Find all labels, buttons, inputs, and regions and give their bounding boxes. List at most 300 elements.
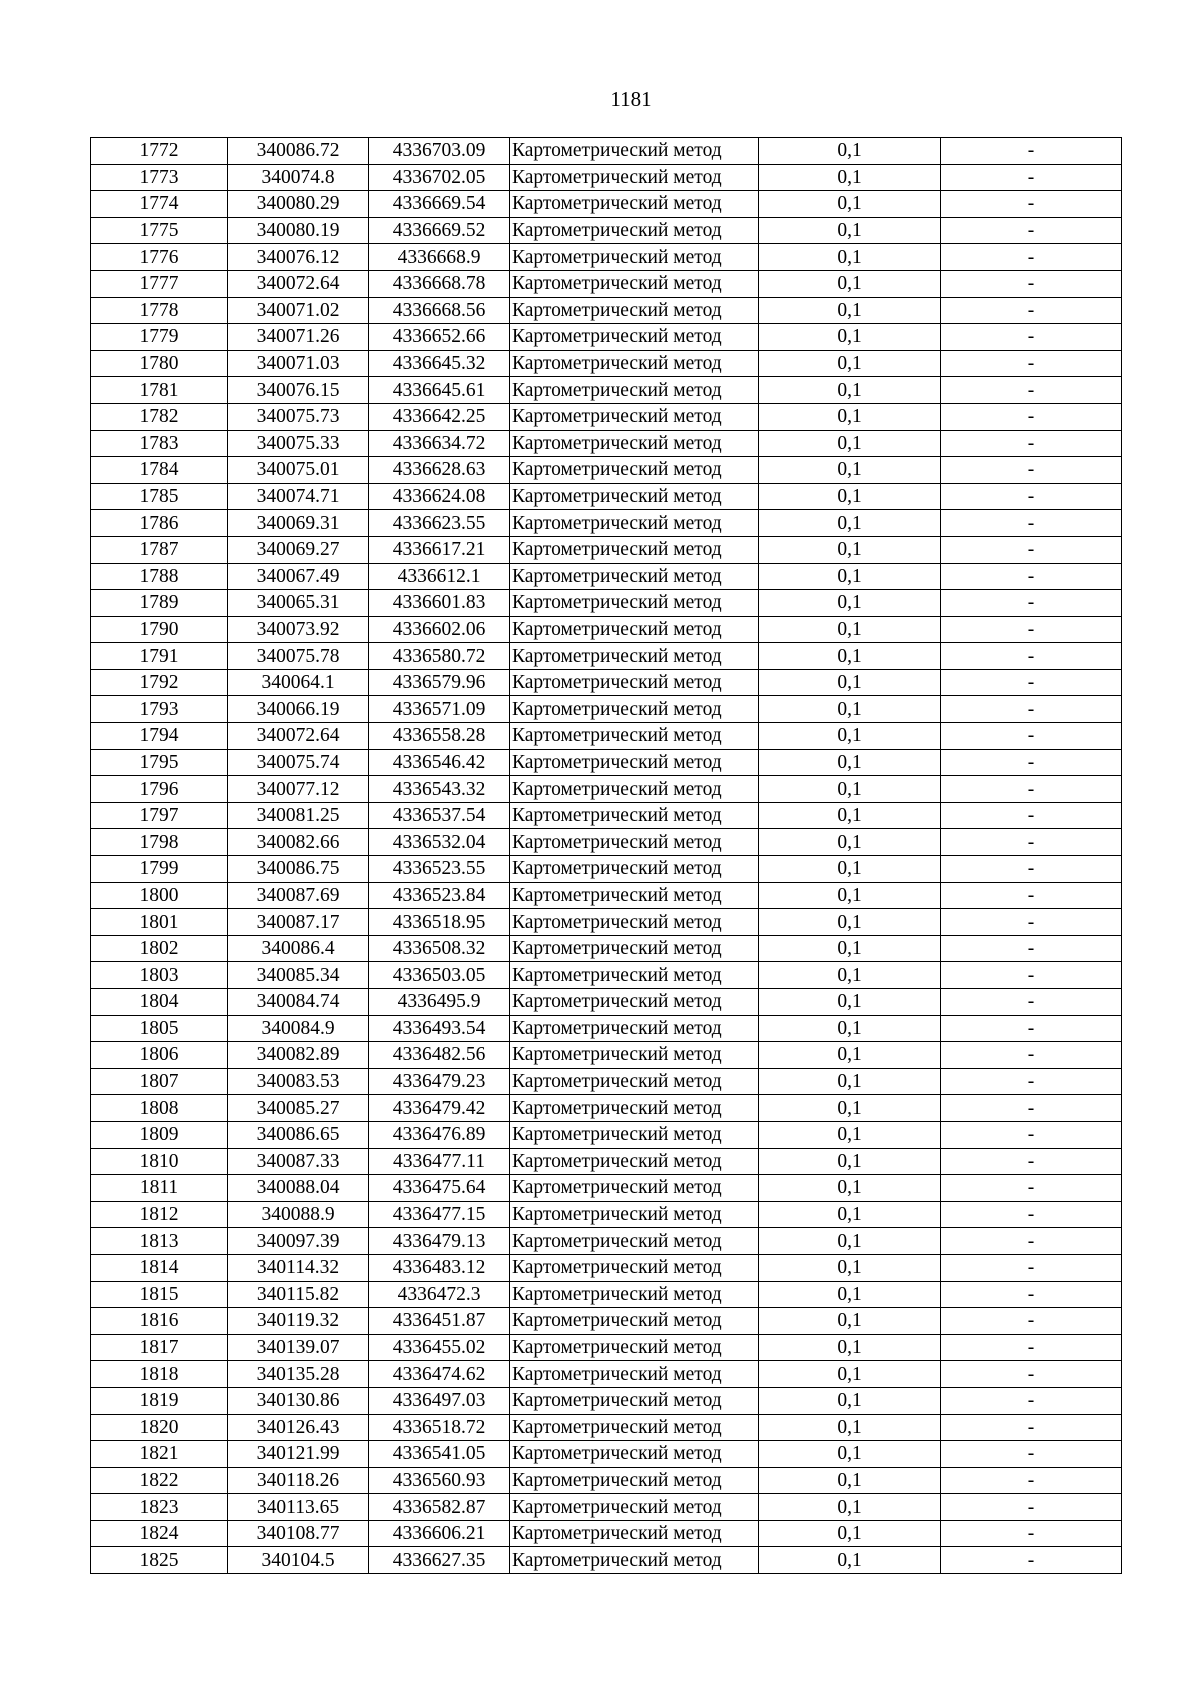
accuracy-cell: 0,1	[759, 1015, 941, 1042]
accuracy-cell: 0,1	[759, 1281, 941, 1308]
note-cell: -	[941, 377, 1122, 404]
table-row	[91, 1042, 1122, 1069]
x-coordinate-cell: 340108.77	[228, 1520, 369, 1547]
method-cell: Картометрический метод	[510, 696, 759, 723]
method-cell: Картометрический метод	[510, 536, 759, 563]
accuracy-cell: 0,1	[759, 1334, 941, 1361]
table-row	[91, 1494, 1122, 1521]
accuracy-cell: 0,1	[759, 669, 941, 696]
method-cell: Картометрический метод	[510, 1387, 759, 1414]
point-number-cell: 1786	[91, 510, 228, 537]
method-cell: Картометрический метод	[510, 723, 759, 750]
accuracy-cell: 0,1	[759, 483, 941, 510]
point-number-cell: 1806	[91, 1042, 228, 1069]
x-coordinate-cell: 340072.64	[228, 723, 369, 750]
accuracy-cell: 0,1	[759, 1467, 941, 1494]
table-row	[91, 749, 1122, 776]
y-coordinate-cell: 4336476.89	[369, 1121, 510, 1148]
method-cell: Картометрический метод	[510, 563, 759, 590]
y-coordinate-cell: 4336455.02	[369, 1334, 510, 1361]
x-coordinate-cell: 340088.04	[228, 1175, 369, 1202]
coordinates-table-body	[91, 138, 1122, 1574]
y-coordinate-cell: 4336558.28	[369, 723, 510, 750]
y-coordinate-cell: 4336479.23	[369, 1068, 510, 1095]
x-coordinate-cell: 340077.12	[228, 776, 369, 803]
method-cell: Картометрический метод	[510, 270, 759, 297]
note-cell: -	[941, 1175, 1122, 1202]
note-cell: -	[941, 1334, 1122, 1361]
method-cell: Картометрический метод	[510, 856, 759, 883]
accuracy-cell: 0,1	[759, 1494, 941, 1521]
table-row	[91, 1520, 1122, 1547]
y-coordinate-cell: 4336483.12	[369, 1254, 510, 1281]
table-row	[91, 723, 1122, 750]
accuracy-cell: 0,1	[759, 297, 941, 324]
accuracy-cell: 0,1	[759, 217, 941, 244]
accuracy-cell: 0,1	[759, 643, 941, 670]
y-coordinate-cell: 4336523.55	[369, 856, 510, 883]
y-coordinate-cell: 4336532.04	[369, 829, 510, 856]
note-cell: -	[941, 563, 1122, 590]
accuracy-cell: 0,1	[759, 723, 941, 750]
note-cell: -	[941, 802, 1122, 829]
table-row	[91, 1414, 1122, 1441]
accuracy-cell: 0,1	[759, 1361, 941, 1388]
method-cell: Картометрический метод	[510, 217, 759, 244]
method-cell: Картометрический метод	[510, 669, 759, 696]
x-coordinate-cell: 340126.43	[228, 1414, 369, 1441]
note-cell: -	[941, 1015, 1122, 1042]
point-number-cell: 1774	[91, 191, 228, 218]
table-row	[91, 696, 1122, 723]
point-number-cell: 1798	[91, 829, 228, 856]
y-coordinate-cell: 4336580.72	[369, 643, 510, 670]
x-coordinate-cell: 340082.66	[228, 829, 369, 856]
y-coordinate-cell: 4336634.72	[369, 430, 510, 457]
x-coordinate-cell: 340087.69	[228, 882, 369, 909]
y-coordinate-cell: 4336560.93	[369, 1467, 510, 1494]
method-cell: Картометрический метод	[510, 1467, 759, 1494]
point-number-cell: 1820	[91, 1414, 228, 1441]
x-coordinate-cell: 340084.74	[228, 989, 369, 1016]
x-coordinate-cell: 340074.71	[228, 483, 369, 510]
note-cell: -	[941, 749, 1122, 776]
x-coordinate-cell: 340066.19	[228, 696, 369, 723]
y-coordinate-cell: 4336624.08	[369, 483, 510, 510]
x-coordinate-cell: 340097.39	[228, 1228, 369, 1255]
method-cell: Картометрический метод	[510, 1068, 759, 1095]
point-number-cell: 1791	[91, 643, 228, 670]
point-number-cell: 1783	[91, 430, 228, 457]
note-cell: -	[941, 483, 1122, 510]
method-cell: Картометрический метод	[510, 882, 759, 909]
method-cell: Картометрический метод	[510, 403, 759, 430]
note-cell: -	[941, 776, 1122, 803]
point-number-cell: 1792	[91, 669, 228, 696]
note-cell: -	[941, 1121, 1122, 1148]
method-cell: Картометрический метод	[510, 1148, 759, 1175]
method-cell: Картометрический метод	[510, 989, 759, 1016]
method-cell: Картометрический метод	[510, 962, 759, 989]
y-coordinate-cell: 4336508.32	[369, 935, 510, 962]
method-cell: Картометрический метод	[510, 1121, 759, 1148]
y-coordinate-cell: 4336579.96	[369, 669, 510, 696]
table-row	[91, 297, 1122, 324]
point-number-cell: 1824	[91, 1520, 228, 1547]
table-row	[91, 377, 1122, 404]
table-row	[91, 1441, 1122, 1468]
x-coordinate-cell: 340075.73	[228, 403, 369, 430]
y-coordinate-cell: 4336645.32	[369, 350, 510, 377]
point-number-cell: 1790	[91, 616, 228, 643]
x-coordinate-cell: 340130.86	[228, 1387, 369, 1414]
y-coordinate-cell: 4336571.09	[369, 696, 510, 723]
table-row	[91, 1201, 1122, 1228]
accuracy-cell: 0,1	[759, 696, 941, 723]
accuracy-cell: 0,1	[759, 270, 941, 297]
point-number-cell: 1789	[91, 590, 228, 617]
accuracy-cell: 0,1	[759, 403, 941, 430]
x-coordinate-cell: 340069.27	[228, 536, 369, 563]
point-number-cell: 1788	[91, 563, 228, 590]
point-number-cell: 1777	[91, 270, 228, 297]
accuracy-cell: 0,1	[759, 1520, 941, 1547]
table-row	[91, 164, 1122, 191]
x-coordinate-cell: 340087.17	[228, 909, 369, 936]
note-cell: -	[941, 1042, 1122, 1069]
x-coordinate-cell: 340071.26	[228, 324, 369, 351]
accuracy-cell: 0,1	[759, 1387, 941, 1414]
accuracy-cell: 0,1	[759, 350, 941, 377]
table-row	[91, 1547, 1122, 1574]
y-coordinate-cell: 4336602.06	[369, 616, 510, 643]
y-coordinate-cell: 4336612.1	[369, 563, 510, 590]
note-cell: -	[941, 430, 1122, 457]
method-cell: Картометрический метод	[510, 1308, 759, 1335]
method-cell: Картометрический метод	[510, 829, 759, 856]
y-coordinate-cell: 4336495.9	[369, 989, 510, 1016]
note-cell: -	[941, 1281, 1122, 1308]
accuracy-cell: 0,1	[759, 802, 941, 829]
accuracy-cell: 0,1	[759, 749, 941, 776]
table-row	[91, 829, 1122, 856]
note-cell: -	[941, 1520, 1122, 1547]
table-row	[91, 909, 1122, 936]
table-row	[91, 1334, 1122, 1361]
method-cell: Картометрический метод	[510, 1042, 759, 1069]
note-cell: -	[941, 1547, 1122, 1574]
accuracy-cell: 0,1	[759, 138, 941, 165]
point-number-cell: 1823	[91, 1494, 228, 1521]
method-cell: Картометрический метод	[510, 1281, 759, 1308]
method-cell: Картометрический метод	[510, 430, 759, 457]
x-coordinate-cell: 340075.33	[228, 430, 369, 457]
method-cell: Картометрический метод	[510, 909, 759, 936]
table-row	[91, 935, 1122, 962]
method-cell: Картометрический метод	[510, 138, 759, 165]
x-coordinate-cell: 340121.99	[228, 1441, 369, 1468]
point-number-cell: 1772	[91, 138, 228, 165]
point-number-cell: 1825	[91, 1547, 228, 1574]
method-cell: Картометрический метод	[510, 590, 759, 617]
note-cell: -	[941, 669, 1122, 696]
table-row	[91, 536, 1122, 563]
note-cell: -	[941, 324, 1122, 351]
method-cell: Картометрический метод	[510, 1361, 759, 1388]
table-row	[91, 510, 1122, 537]
accuracy-cell: 0,1	[759, 962, 941, 989]
method-cell: Картометрический метод	[510, 616, 759, 643]
x-coordinate-cell: 340086.4	[228, 935, 369, 962]
note-cell: -	[941, 457, 1122, 484]
y-coordinate-cell: 4336652.66	[369, 324, 510, 351]
point-number-cell: 1818	[91, 1361, 228, 1388]
accuracy-cell: 0,1	[759, 244, 941, 271]
table-row	[91, 563, 1122, 590]
table-row	[91, 590, 1122, 617]
point-number-cell: 1773	[91, 164, 228, 191]
table-row	[91, 1121, 1122, 1148]
note-cell: -	[941, 723, 1122, 750]
point-number-cell: 1816	[91, 1308, 228, 1335]
point-number-cell: 1793	[91, 696, 228, 723]
method-cell: Картометрический метод	[510, 1228, 759, 1255]
table-row	[91, 1387, 1122, 1414]
x-coordinate-cell: 340076.15	[228, 377, 369, 404]
note-cell: -	[941, 962, 1122, 989]
note-cell: -	[941, 616, 1122, 643]
note-cell: -	[941, 1467, 1122, 1494]
table-row	[91, 403, 1122, 430]
note-cell: -	[941, 1068, 1122, 1095]
method-cell: Картометрический метод	[510, 324, 759, 351]
point-number-cell: 1815	[91, 1281, 228, 1308]
table-row	[91, 191, 1122, 218]
x-coordinate-cell: 340081.25	[228, 802, 369, 829]
point-number-cell: 1781	[91, 377, 228, 404]
y-coordinate-cell: 4336645.61	[369, 377, 510, 404]
point-number-cell: 1775	[91, 217, 228, 244]
x-coordinate-cell: 340075.78	[228, 643, 369, 670]
y-coordinate-cell: 4336451.87	[369, 1308, 510, 1335]
point-number-cell: 1808	[91, 1095, 228, 1122]
table-row	[91, 244, 1122, 271]
accuracy-cell: 0,1	[759, 989, 941, 1016]
y-coordinate-cell: 4336493.54	[369, 1015, 510, 1042]
note-cell: -	[941, 244, 1122, 271]
y-coordinate-cell: 4336628.63	[369, 457, 510, 484]
note-cell: -	[941, 164, 1122, 191]
x-coordinate-cell: 340104.5	[228, 1547, 369, 1574]
method-cell: Картометрический метод	[510, 749, 759, 776]
table-row	[91, 1228, 1122, 1255]
point-number-cell: 1814	[91, 1254, 228, 1281]
accuracy-cell: 0,1	[759, 1254, 941, 1281]
note-cell: -	[941, 217, 1122, 244]
accuracy-cell: 0,1	[759, 1121, 941, 1148]
accuracy-cell: 0,1	[759, 1068, 941, 1095]
y-coordinate-cell: 4336702.05	[369, 164, 510, 191]
note-cell: -	[941, 590, 1122, 617]
x-coordinate-cell: 340076.12	[228, 244, 369, 271]
note-cell: -	[941, 191, 1122, 218]
table-row	[91, 1254, 1122, 1281]
note-cell: -	[941, 536, 1122, 563]
method-cell: Картометрический метод	[510, 1015, 759, 1042]
note-cell: -	[941, 350, 1122, 377]
x-coordinate-cell: 340139.07	[228, 1334, 369, 1361]
table-row	[91, 1308, 1122, 1335]
method-cell: Картометрический метод	[510, 1201, 759, 1228]
note-cell: -	[941, 1387, 1122, 1414]
note-cell: -	[941, 297, 1122, 324]
coordinates-table	[90, 137, 1122, 1574]
x-coordinate-cell: 340086.75	[228, 856, 369, 883]
x-coordinate-cell: 340067.49	[228, 563, 369, 590]
x-coordinate-cell: 340118.26	[228, 1467, 369, 1494]
accuracy-cell: 0,1	[759, 1547, 941, 1574]
note-cell: -	[941, 270, 1122, 297]
y-coordinate-cell: 4336668.78	[369, 270, 510, 297]
table-row	[91, 1015, 1122, 1042]
x-coordinate-cell: 340082.89	[228, 1042, 369, 1069]
y-coordinate-cell: 4336541.05	[369, 1441, 510, 1468]
accuracy-cell: 0,1	[759, 191, 941, 218]
point-number-cell: 1796	[91, 776, 228, 803]
note-cell: -	[941, 829, 1122, 856]
x-coordinate-cell: 340086.65	[228, 1121, 369, 1148]
x-coordinate-cell: 340085.34	[228, 962, 369, 989]
note-cell: -	[941, 856, 1122, 883]
point-number-cell: 1807	[91, 1068, 228, 1095]
accuracy-cell: 0,1	[759, 776, 941, 803]
accuracy-cell: 0,1	[759, 1441, 941, 1468]
accuracy-cell: 0,1	[759, 882, 941, 909]
accuracy-cell: 0,1	[759, 430, 941, 457]
table-row	[91, 1148, 1122, 1175]
method-cell: Картометрический метод	[510, 1547, 759, 1574]
y-coordinate-cell: 4336669.54	[369, 191, 510, 218]
x-coordinate-cell: 340075.74	[228, 749, 369, 776]
table-row	[91, 616, 1122, 643]
y-coordinate-cell: 4336474.62	[369, 1361, 510, 1388]
table-row	[91, 962, 1122, 989]
y-coordinate-cell: 4336479.13	[369, 1228, 510, 1255]
accuracy-cell: 0,1	[759, 1308, 941, 1335]
point-number-cell: 1799	[91, 856, 228, 883]
note-cell: -	[941, 1254, 1122, 1281]
method-cell: Картометрический метод	[510, 457, 759, 484]
method-cell: Картометрический метод	[510, 776, 759, 803]
table-row	[91, 989, 1122, 1016]
y-coordinate-cell: 4336472.3	[369, 1281, 510, 1308]
accuracy-cell: 0,1	[759, 909, 941, 936]
accuracy-cell: 0,1	[759, 510, 941, 537]
x-coordinate-cell: 340080.19	[228, 217, 369, 244]
x-coordinate-cell: 340065.31	[228, 590, 369, 617]
x-coordinate-cell: 340087.33	[228, 1148, 369, 1175]
note-cell: -	[941, 1148, 1122, 1175]
note-cell: -	[941, 1095, 1122, 1122]
point-number-cell: 1801	[91, 909, 228, 936]
point-number-cell: 1802	[91, 935, 228, 962]
y-coordinate-cell: 4336617.21	[369, 536, 510, 563]
method-cell: Картометрический метод	[510, 1095, 759, 1122]
y-coordinate-cell: 4336668.56	[369, 297, 510, 324]
method-cell: Картометрический метод	[510, 643, 759, 670]
note-cell: -	[941, 643, 1122, 670]
accuracy-cell: 0,1	[759, 1228, 941, 1255]
point-number-cell: 1795	[91, 749, 228, 776]
accuracy-cell: 0,1	[759, 457, 941, 484]
note-cell: -	[941, 1201, 1122, 1228]
x-coordinate-cell: 340069.31	[228, 510, 369, 537]
method-cell: Картометрический метод	[510, 1175, 759, 1202]
page-number: 1181	[610, 87, 652, 111]
point-number-cell: 1803	[91, 962, 228, 989]
accuracy-cell: 0,1	[759, 590, 941, 617]
x-coordinate-cell: 340073.92	[228, 616, 369, 643]
table-row	[91, 643, 1122, 670]
y-coordinate-cell: 4336627.35	[369, 1547, 510, 1574]
x-coordinate-cell: 340115.82	[228, 1281, 369, 1308]
note-cell: -	[941, 989, 1122, 1016]
table-row	[91, 802, 1122, 829]
y-coordinate-cell: 4336523.84	[369, 882, 510, 909]
y-coordinate-cell: 4336669.52	[369, 217, 510, 244]
method-cell: Картометрический метод	[510, 1441, 759, 1468]
note-cell: -	[941, 1441, 1122, 1468]
y-coordinate-cell: 4336606.21	[369, 1520, 510, 1547]
point-number-cell: 1805	[91, 1015, 228, 1042]
y-coordinate-cell: 4336601.83	[369, 590, 510, 617]
y-coordinate-cell: 4336518.72	[369, 1414, 510, 1441]
method-cell: Картометрический метод	[510, 1520, 759, 1547]
x-coordinate-cell: 340075.01	[228, 457, 369, 484]
y-coordinate-cell: 4336537.54	[369, 802, 510, 829]
y-coordinate-cell: 4336479.42	[369, 1095, 510, 1122]
x-coordinate-cell: 340071.03	[228, 350, 369, 377]
x-coordinate-cell: 340088.9	[228, 1201, 369, 1228]
accuracy-cell: 0,1	[759, 1201, 941, 1228]
accuracy-cell: 0,1	[759, 324, 941, 351]
point-number-cell: 1810	[91, 1148, 228, 1175]
table-row	[91, 1467, 1122, 1494]
accuracy-cell: 0,1	[759, 1175, 941, 1202]
table-row	[91, 1095, 1122, 1122]
y-coordinate-cell: 4336497.03	[369, 1387, 510, 1414]
x-coordinate-cell: 340064.1	[228, 669, 369, 696]
y-coordinate-cell: 4336543.32	[369, 776, 510, 803]
table-row	[91, 217, 1122, 244]
y-coordinate-cell: 4336503.05	[369, 962, 510, 989]
table-row	[91, 776, 1122, 803]
table-row	[91, 1068, 1122, 1095]
note-cell: -	[941, 935, 1122, 962]
x-coordinate-cell: 340071.02	[228, 297, 369, 324]
point-number-cell: 1812	[91, 1201, 228, 1228]
y-coordinate-cell: 4336642.25	[369, 403, 510, 430]
note-cell: -	[941, 510, 1122, 537]
accuracy-cell: 0,1	[759, 616, 941, 643]
table-row	[91, 270, 1122, 297]
accuracy-cell: 0,1	[759, 935, 941, 962]
x-coordinate-cell: 340084.9	[228, 1015, 369, 1042]
x-coordinate-cell: 340085.27	[228, 1095, 369, 1122]
table-row	[91, 483, 1122, 510]
method-cell: Картометрический метод	[510, 350, 759, 377]
y-coordinate-cell: 4336668.9	[369, 244, 510, 271]
